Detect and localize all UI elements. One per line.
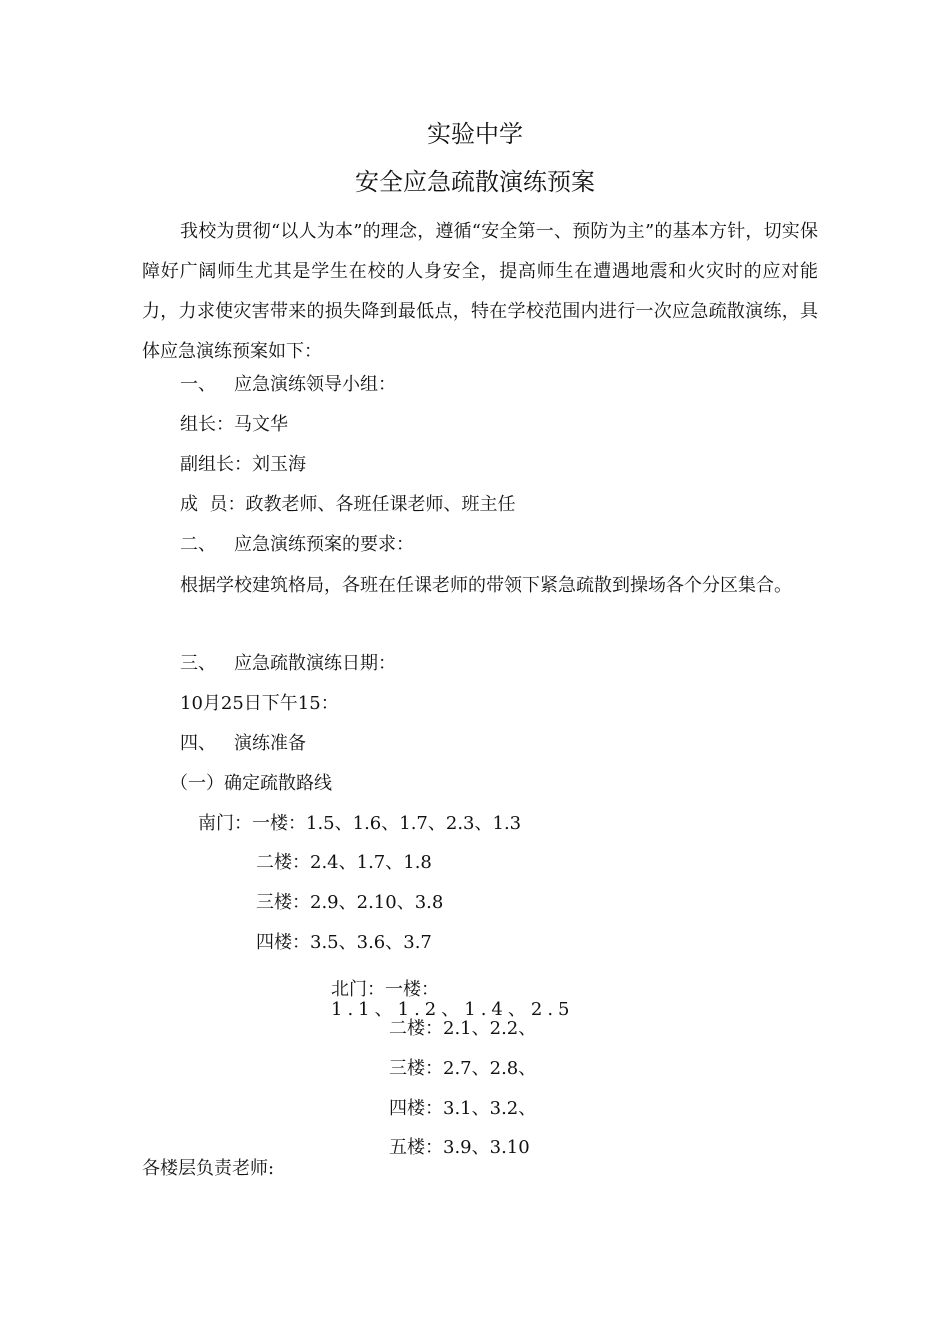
- section-4-title: 演练准备: [234, 733, 306, 754]
- floor-label: 四楼：: [256, 932, 310, 953]
- floor-classes: 3.5、3.6、3.7: [310, 932, 432, 953]
- floor-classes: 2.1、2.2、: [443, 1018, 537, 1039]
- floor-label: 一楼：: [252, 813, 306, 834]
- floor-classes: 2.7、2.8、: [443, 1058, 537, 1079]
- floor-classes: 3.1、3.2、: [443, 1098, 537, 1119]
- south-gate-floor-3: [256, 891, 443, 915]
- floor-label: 一楼：: [385, 979, 439, 1000]
- north-gate-floor-4: [389, 1097, 536, 1121]
- drill-date: 10月25日下午15：: [180, 693, 339, 714]
- section-2-heading: [180, 533, 414, 557]
- floor-label: 二楼：: [256, 852, 310, 873]
- south-gate-floor-2: [256, 851, 432, 875]
- floor-classes: 1.5、1.6、1.7、2.3、1.3: [306, 813, 522, 834]
- floor-classes: 2.4、1.7、1.8: [310, 852, 432, 873]
- north-gate-floor-5: [389, 1136, 530, 1160]
- section-4-number: 四、: [180, 733, 216, 754]
- floor-label: 三楼：: [389, 1058, 443, 1079]
- north-gate-floor-2: [389, 1017, 536, 1041]
- evacuation-route-subheading: （一）确定疏散路线: [170, 773, 332, 794]
- north-gate-floor-3: [389, 1057, 536, 1081]
- section-2-number: 二、: [180, 534, 216, 555]
- floor-label: 三楼：: [256, 892, 310, 913]
- south-gate-label: 南门：: [198, 813, 252, 834]
- section-1-title: 应急演练领导小组：: [234, 374, 396, 395]
- requirements-paragraph: 根据学校建筑格局，各班在任课老师的带领下紧急疏散到操场各个分区集合。: [180, 575, 792, 596]
- floor-label: 五楼：: [389, 1137, 443, 1158]
- floor-classes: 3.9、3.10: [443, 1137, 530, 1158]
- south-gate-floor-4: [256, 931, 432, 955]
- team-leader: 组长：马文华: [180, 414, 288, 435]
- intro-paragraph: 我校为贯彻“以人为本”的理念，遵循“安全第一、预防为主”的基本方针，切实保障好广阔师生尤其是学生在校的人身安全，提高师生在遭遇地震和火灾时的应对能力，力求使灾害带来的损失降到最低点，特在学校范围内进行一次应急疏散演练，具体应急演练预案如下：: [142, 221, 818, 362]
- floor-classes: 2.9、2.10、3.8: [310, 892, 444, 913]
- floor-label: 二楼：: [389, 1018, 443, 1039]
- floor-label: 四楼：: [389, 1098, 443, 1119]
- section-3-heading: [180, 652, 396, 676]
- section-3-title: 应急疏散演练日期：: [234, 653, 396, 674]
- floor-teachers-label: 各楼层负责老师:: [142, 1158, 275, 1179]
- section-2-title: 应急演练预案的要求：: [234, 534, 414, 555]
- school-name-title: 实验中学: [427, 120, 523, 148]
- section-1-number: 一、: [180, 374, 216, 395]
- north-gate-label: 北门：: [331, 979, 385, 1000]
- section-1-heading: [180, 373, 396, 397]
- vice-team-leader: 副组长：刘玉海: [180, 454, 306, 475]
- plan-title: 安全应急疏散演练预案: [355, 168, 595, 196]
- team-members: 成 员：政教老师、各班任课老师、班主任: [180, 494, 516, 515]
- section-3-number: 三、: [180, 653, 216, 674]
- north-gate-floor-1-clipped-classes: 1.1、1.2、1.4、2.5: [331, 999, 575, 1020]
- south-gate-floor-1: [198, 812, 521, 836]
- section-4-heading: [180, 732, 306, 756]
